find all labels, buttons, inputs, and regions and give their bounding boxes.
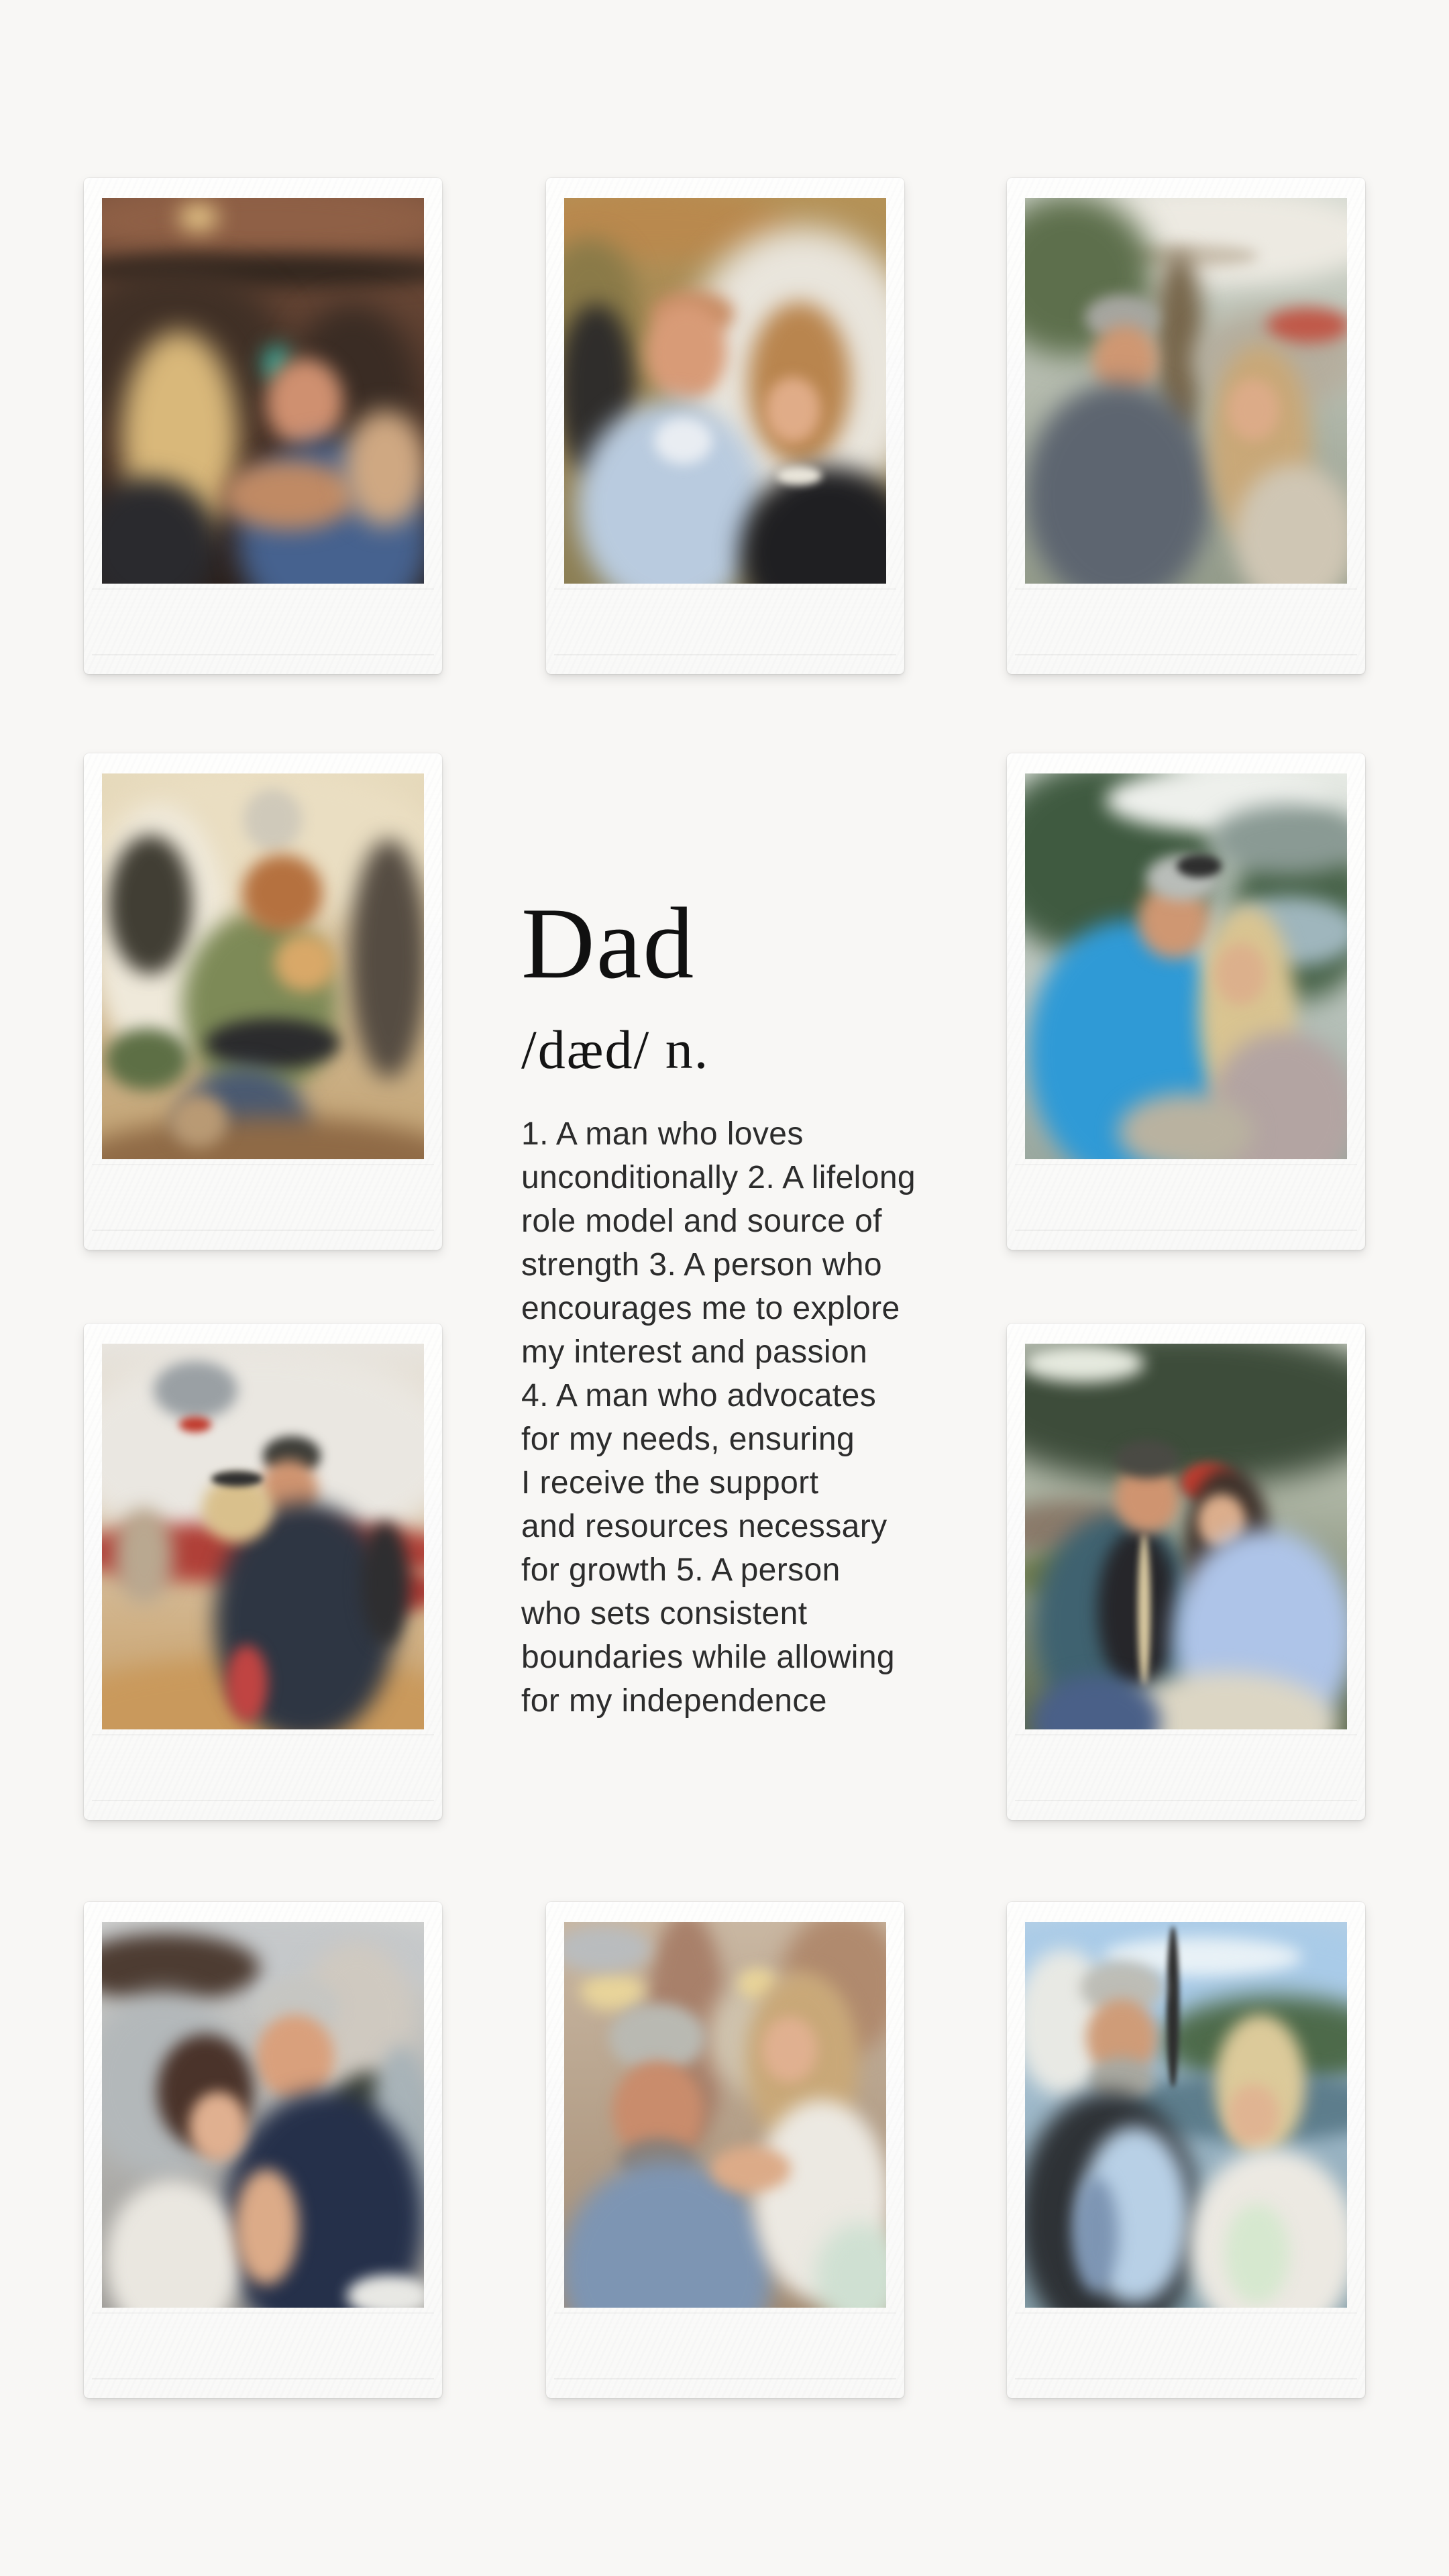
polaroid-livingroom-hug: [84, 753, 442, 1250]
photo-mountain-lake-hike: [1025, 773, 1347, 1159]
definition-line: unconditionally 2. A lifelong: [521, 1160, 916, 1195]
photo-patio-umbrellas: [1025, 198, 1347, 584]
photo-park-picnic: [1025, 1344, 1347, 1729]
definition-line: my interest and passion: [521, 1334, 868, 1370]
definition-line: for my independence: [521, 1683, 827, 1719]
polaroid-cafe-selfie: [546, 1902, 904, 2398]
definition-line: for my needs, ensuring: [521, 1421, 855, 1457]
photo-open-kitchen-dinner: [102, 1922, 424, 2308]
definition-line: who sets consistent: [521, 1596, 808, 1631]
definition-line: I receive the support: [521, 1465, 819, 1501]
definition-line: encourages me to explore: [521, 1291, 900, 1326]
photo-boat-lake: [1025, 1922, 1347, 2308]
polaroid-open-kitchen-dinner: [84, 1902, 442, 2398]
polaroid-boat-lake: [1007, 1902, 1365, 2398]
polaroid-dinner-selfie: [546, 178, 904, 674]
definition-word: Dad: [521, 887, 696, 1000]
definition-line: role model and source of: [521, 1203, 882, 1239]
definition-body: [521, 1112, 916, 1723]
polaroid-patio-umbrellas: [1007, 178, 1365, 674]
polaroid-restaurant-hug: [84, 178, 442, 674]
definition-line: 1. A man who loves: [521, 1116, 804, 1152]
photo-livingroom-hug: [102, 773, 424, 1159]
photo-gym-hug: [102, 1344, 424, 1729]
definition-line: strength 3. A person who: [521, 1247, 882, 1283]
definition-line: boundaries while allowing: [521, 1640, 896, 1675]
definition-line: for growth 5. A person: [521, 1552, 841, 1588]
definition-line: 4. A man who advocates: [521, 1378, 877, 1413]
photo-cafe-selfie: [564, 1922, 886, 2308]
definition-line: and resources necessary: [521, 1509, 888, 1544]
photo-restaurant-hug: [102, 198, 424, 584]
dad-definition-block: [521, 887, 916, 1723]
definition-pronunciation: /dæd/ n.: [521, 1019, 710, 1080]
photo-dinner-selfie: [564, 198, 886, 584]
polaroid-mountain-lake-hike: [1007, 753, 1365, 1250]
polaroid-park-picnic: [1007, 1324, 1365, 1820]
polaroid-gym-hug: [84, 1324, 442, 1820]
